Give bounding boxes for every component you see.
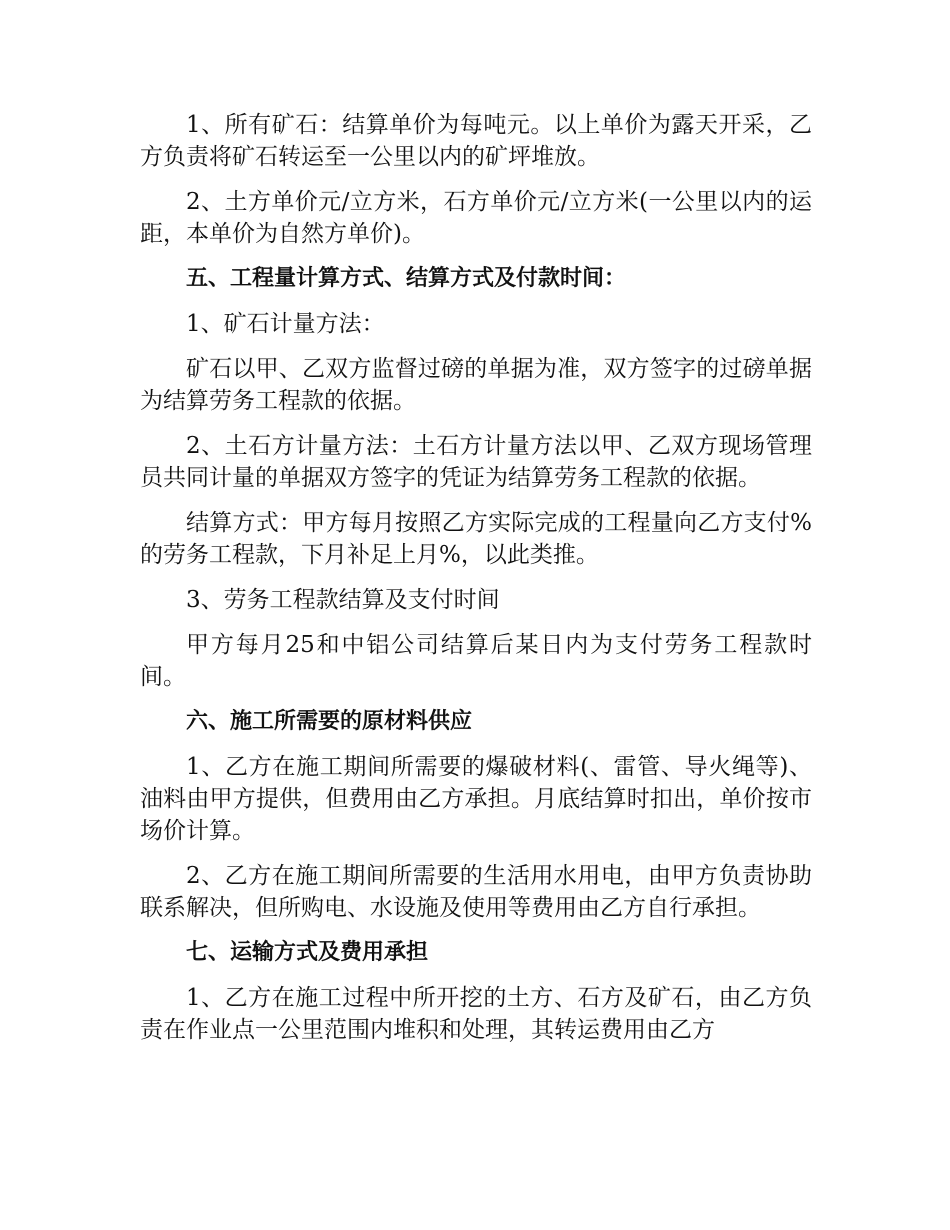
paragraph-earth-stone-measurement: 2、土石方计量方法：土石方计量方法以甲、乙双方现场管理员共同计量的单据双方签字的凭证为结算劳务工程款的依据。	[140, 433, 812, 491]
paragraph-blasting-materials: 1、乙方在施工期间所需要的爆破材料(、雷管、导火绳等)、油料由甲方提供，但费用由乙方承担。月底结算时扣出，单价按市场价计算。	[140, 754, 812, 844]
paragraph-payment-time-title: 3、劳务工程款结算及支付时间	[186, 587, 500, 613]
paragraph-ore-measurement: 矿石以甲、乙双方监督过磅的单据为准，双方签字的过磅单据为结算劳务工程款的依据。	[140, 356, 812, 414]
section-heading-six: 六、施工所需要的原材料供应	[186, 709, 473, 734]
paragraph-transport: 1、乙方在施工过程中所开挖的土方、石方及矿石，由乙方负责在作业点一公里范围内堆积和处理，其转运费用由乙方	[140, 985, 812, 1043]
document-body	[140, 109, 812, 1059]
section-heading-five: 五、工程量计算方式、结算方式及付款时间：	[186, 266, 627, 291]
paragraph-ore-price: 1、所有矿石：结算单价为每吨元。以上单价为露天开采，乙方负责将矿石转运至一公里以内的矿坪堆放。	[140, 112, 812, 170]
paragraph-settlement-method: 结算方式：甲方每月按照乙方实际完成的工程量向乙方支付%的劳务工程款，下月补足上月%，以此类推。	[140, 510, 812, 568]
section-heading-seven: 七、运输方式及费用承担	[186, 940, 429, 965]
paragraph-payment-time: 甲方每月25和中铝公司结算后某日内为支付劳务工程款时间。	[140, 632, 812, 690]
paragraph-earth-stone-price: 2、土方单价元/立方米，石方单价元/立方米(一公里以内的运距，本单价为自然方单价)。	[140, 189, 812, 247]
paragraph-water-electricity: 2、乙方在施工期间所需要的生活用水用电，由甲方负责协助联系解决，但所购电、水设施及使用等费用由乙方自行承担。	[140, 863, 812, 921]
paragraph-ore-measurement-title: 1、矿石计量方法：	[186, 311, 385, 337]
